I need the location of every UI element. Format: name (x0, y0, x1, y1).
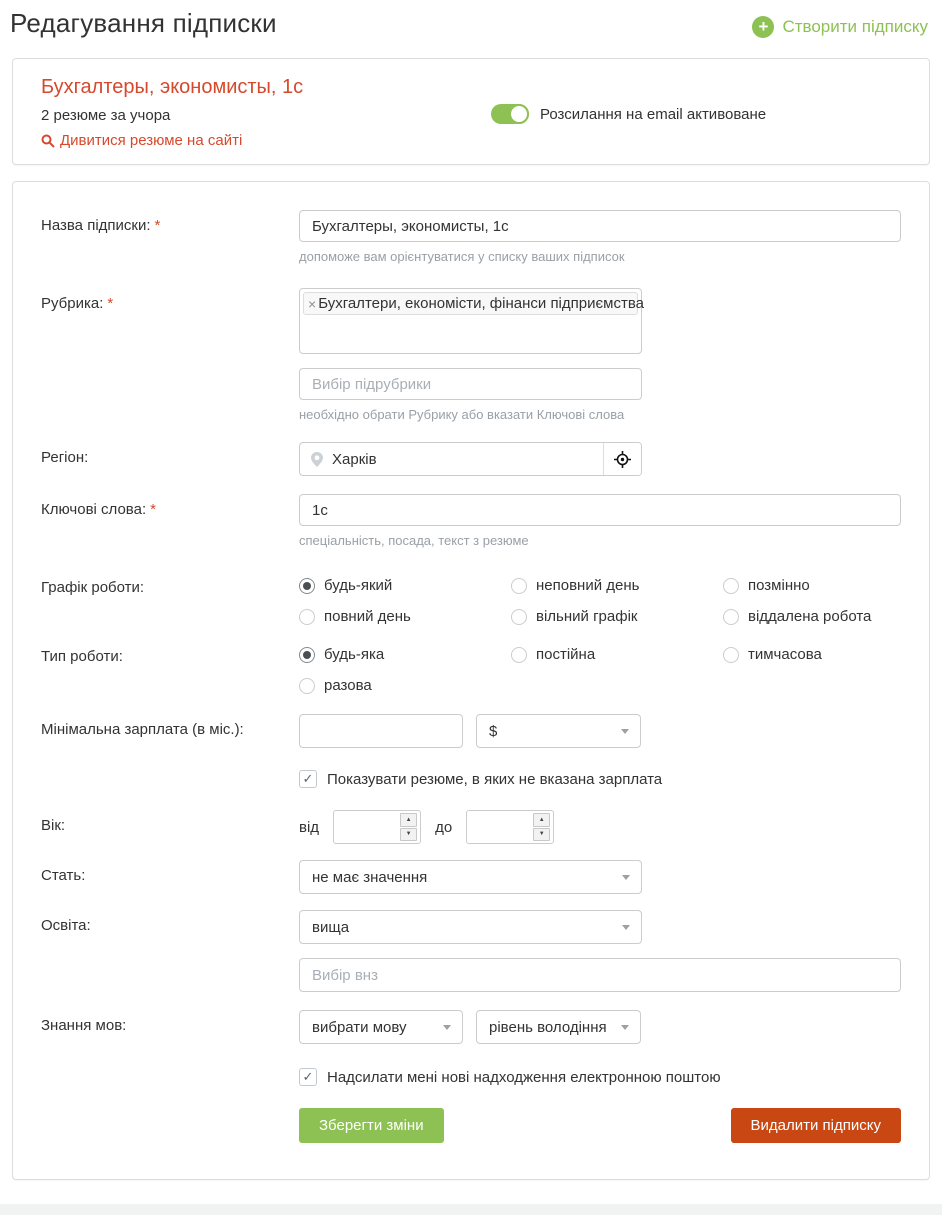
no-salary-checkbox-row[interactable] (299, 770, 901, 788)
plus-icon: + (752, 16, 774, 38)
salary-input[interactable] (299, 714, 463, 748)
region-row (41, 442, 901, 476)
name-hint: допоможе вам орієнтуватися у списку ваших підписок (299, 249, 625, 264)
name-label: Назва підписки: * (41, 217, 161, 234)
rubric-tag (303, 292, 644, 315)
radio-schedule-full-day[interactable]: повний день (299, 608, 511, 625)
spinner-down-icon[interactable]: ▼ (533, 828, 550, 842)
education-value: вища (312, 918, 350, 936)
no-salary-label: Показувати резюме, в яких не вказана зарплата (327, 770, 663, 788)
radio-type-one-time[interactable]: разова (299, 677, 511, 694)
sex-select[interactable] (299, 860, 642, 894)
schedule-label: Графік роботи: (41, 579, 145, 596)
university-input[interactable] (299, 958, 901, 992)
chevron-down-icon (621, 1025, 629, 1030)
radio-icon (723, 609, 739, 625)
job-type-label: Тип роботи: (41, 648, 123, 665)
checkbox-icon[interactable]: ✓ (299, 1068, 317, 1086)
sex-label: Стать: (41, 867, 86, 884)
language-level-value: рівень володіння (489, 1018, 607, 1036)
rubric-multiselect[interactable] (299, 288, 642, 354)
schedule-options (299, 572, 901, 625)
language-value: вибрати мову (312, 1018, 407, 1036)
radio-icon (299, 609, 315, 625)
page-title: Редагування підписки (10, 8, 277, 38)
education-row (41, 910, 901, 992)
rubric-label: Рубрика: * (41, 295, 114, 312)
remove-tag-icon[interactable]: × (308, 295, 317, 312)
search-icon (41, 134, 55, 148)
email-notify-label: Надсилати мені нові надходження електронною поштою (327, 1068, 721, 1086)
rubric-hint: необхідно обрати Рубрику або вказати Ключові слова (299, 407, 625, 422)
language-level-select[interactable] (476, 1010, 641, 1044)
email-toggle-row (491, 79, 766, 149)
radio-type-permanent[interactable]: постійна (511, 646, 723, 663)
age-from-word: від (299, 818, 320, 836)
spinner-up-icon[interactable]: ▲ (400, 813, 417, 827)
required-asterisk: * (150, 501, 156, 518)
create-subscription-label: Створити підписку (782, 17, 928, 36)
spinner-buttons (533, 813, 550, 841)
salary-label: Мінімальна зарплата (в міс.): (41, 721, 244, 738)
language-select[interactable] (299, 1010, 463, 1044)
checkbox-icon[interactable]: ✓ (299, 770, 317, 788)
chevron-down-icon (622, 925, 630, 930)
location-pin-icon (311, 452, 323, 467)
currency-value: $ (489, 722, 498, 740)
email-toggle[interactable] (491, 104, 529, 124)
languages-row (41, 1010, 901, 1044)
radio-schedule-part-time[interactable]: неповний день (511, 577, 723, 594)
radio-icon (299, 647, 315, 663)
geolocate-button[interactable] (603, 443, 641, 475)
radio-icon (511, 578, 527, 594)
job-type-options (299, 641, 901, 694)
keywords-input[interactable] (299, 494, 901, 526)
page-header (0, 0, 942, 58)
schedule-row (41, 572, 901, 625)
keywords-hint: спеціальність, посада, текст з резюме (299, 533, 529, 548)
rubric-row (41, 288, 901, 422)
currency-select[interactable] (476, 714, 641, 748)
required-asterisk: * (154, 217, 161, 234)
keywords-label: Ключові слова: * (41, 501, 156, 518)
form-buttons-row (299, 1108, 901, 1143)
create-subscription-button[interactable] (752, 16, 928, 38)
toggle-knob (509, 104, 529, 124)
subrubric-input[interactable] (299, 368, 642, 400)
radio-icon (511, 647, 527, 663)
age-label: Вік: (41, 817, 66, 834)
chevron-down-icon (621, 729, 629, 734)
age-to-stepper[interactable] (466, 810, 554, 844)
subscription-summary-card (12, 58, 930, 165)
page-background-strip (0, 1204, 942, 1215)
sex-value: не має значення (312, 868, 428, 886)
view-resumes-link[interactable] (41, 132, 491, 149)
radio-type-any[interactable]: будь-яка (299, 646, 511, 663)
spinner-down-icon[interactable]: ▼ (400, 828, 417, 842)
keywords-row (41, 494, 901, 548)
radio-schedule-flexible[interactable]: вільний графік (511, 608, 723, 625)
languages-label: Знання мов: (41, 1017, 127, 1034)
summary-left (41, 76, 491, 149)
education-label: Освіта: (41, 917, 91, 934)
subscription-form-card (12, 181, 930, 1180)
view-resumes-label: Дивитися резюме на сайті (60, 132, 243, 149)
delete-subscription-button[interactable]: Видалити підписку (731, 1108, 901, 1143)
spinner-buttons (400, 813, 417, 841)
spinner-up-icon[interactable]: ▲ (533, 813, 550, 827)
radio-icon (723, 578, 739, 594)
email-toggle-label: Розсилання на email активоване (540, 105, 767, 123)
age-to-word: до (435, 818, 453, 836)
age-row (41, 810, 901, 844)
crosshair-icon (614, 451, 631, 468)
radio-icon (299, 578, 315, 594)
region-value[interactable]: Харків (332, 450, 377, 468)
chevron-down-icon (443, 1025, 451, 1030)
radio-icon (511, 609, 527, 625)
sex-row (41, 860, 901, 894)
name-row (41, 210, 901, 264)
subscription-title: Бухгалтеры, экономисты, 1с (41, 76, 304, 98)
radio-schedule-remote[interactable]: віддалена робота (723, 608, 901, 625)
radio-icon (723, 647, 739, 663)
age-from-stepper[interactable] (333, 810, 421, 844)
save-button[interactable]: Зберегти зміни (299, 1108, 444, 1143)
subscription-name-input[interactable] (299, 210, 901, 242)
job-type-row (41, 641, 901, 694)
region-input-group[interactable] (299, 442, 642, 476)
email-notify-checkbox-row[interactable] (299, 1068, 901, 1086)
required-asterisk: * (107, 295, 114, 312)
radio-icon (299, 678, 315, 694)
salary-row (41, 714, 901, 748)
radio-schedule-shifts[interactable]: позмінно (723, 577, 901, 594)
education-select[interactable] (299, 910, 642, 944)
radio-type-temporary[interactable]: тимчасова (723, 646, 901, 663)
radio-schedule-any[interactable]: будь-який (299, 577, 511, 594)
region-label: Регіон: (41, 449, 89, 466)
chevron-down-icon (622, 875, 630, 880)
subscription-stats: 2 резюме за учора (41, 107, 171, 124)
rubric-tag-label: Бухгалтери, економісти, фінанси підприємства (318, 295, 644, 312)
